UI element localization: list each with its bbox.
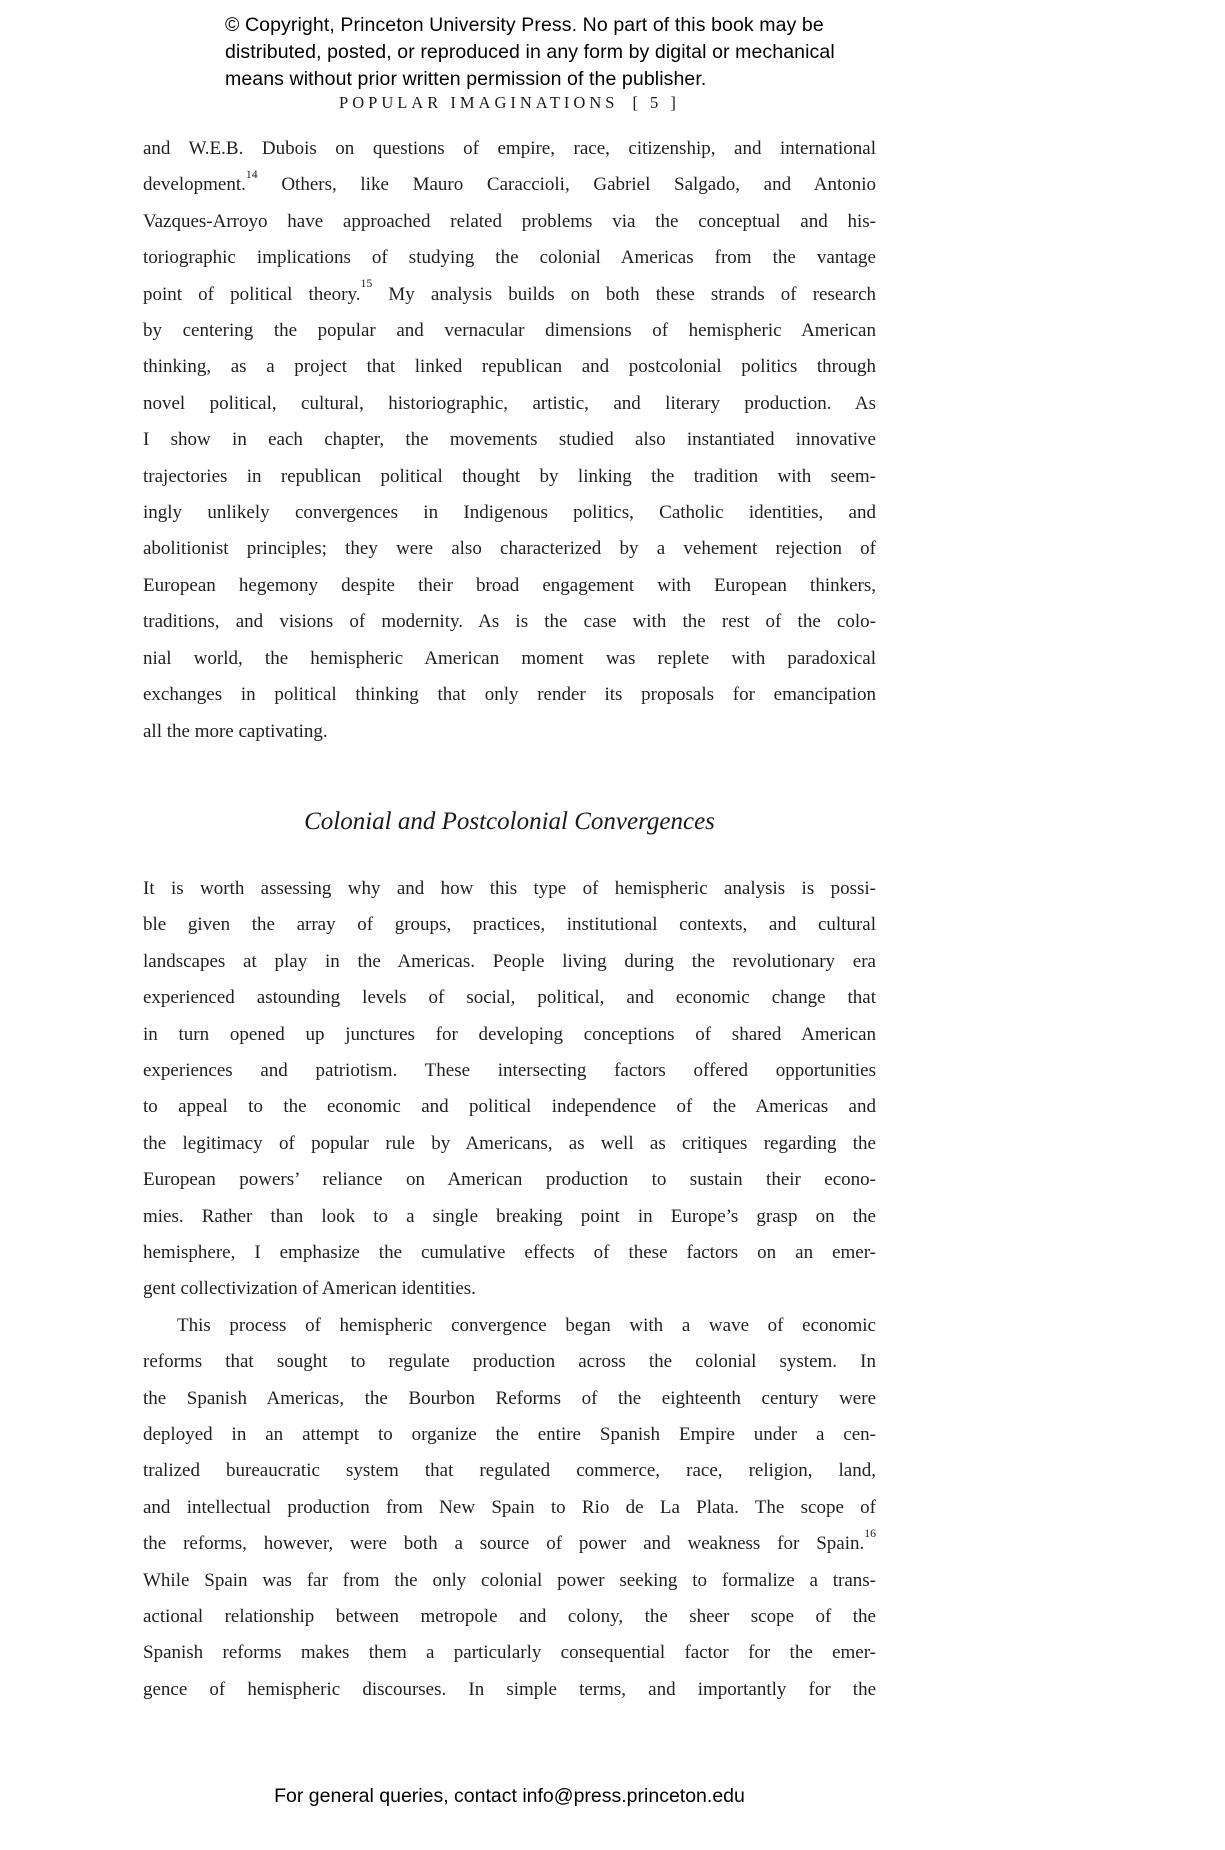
footer-queries-note: For general queries, contact info@press.princeton.edu xyxy=(274,1785,745,1807)
paragraph xyxy=(143,871,876,1308)
text-line: traditions, and visions of modernity. As is the case with the rest of the colo- xyxy=(143,611,876,633)
text-line: development.$^{14}$ Others, like Mauro Caraccioli, Gabriel Salgado, and Antonio xyxy=(143,167,876,196)
footnote-marker: 16 xyxy=(864,1526,876,1540)
paragraph xyxy=(143,131,876,750)
text-line: gence of hemispheric discourses. In simple terms, and importantly for the xyxy=(143,1678,876,1700)
section-heading: Colonial and Postcolonial Convergences xyxy=(304,807,715,835)
running-head xyxy=(143,93,876,113)
text-line: mies. Rather than look to a single breaking point in Europe’s grasp on the xyxy=(143,1205,876,1227)
footnote-marker: 15 xyxy=(360,277,373,290)
text-line: Spanish reforms makes them a particularly consequential factor for the emer- xyxy=(143,1642,876,1664)
text-line: and W.E.B. Dubois on questions of empire, race, citizenship, and international xyxy=(143,138,876,159)
paragraph xyxy=(143,1308,876,1708)
copyright-notice xyxy=(225,12,835,93)
text-line: experiences and patriotism. These intersecting factors offered opportunities xyxy=(143,1059,876,1081)
text-line: thinking, as a project that linked republican and postcolonial politics through xyxy=(143,356,876,378)
text-line: gent collectivization of American identities. xyxy=(143,1278,476,1300)
text-line: While Spain was far from the only colonial power seeking to formalize a trans- xyxy=(143,1569,876,1591)
text-line: ingly unlikely convergences in Indigenous politics, Catholic identities, and xyxy=(143,502,876,524)
text-line: in turn opened up junctures for developing conceptions of shared American xyxy=(143,1023,876,1045)
text-line: European hegemony despite their broad engagement with European thinkers, xyxy=(143,574,876,596)
text-line: trajectories in republican political thought by linking the tradition with seem- xyxy=(143,465,876,487)
text-line: by centering the popular and vernacular dimensions of hemispheric American xyxy=(143,320,876,342)
text-line: point of political theory.$^{15}$ My analysis builds on both these strands of research xyxy=(143,277,877,305)
text-line: exchanges in political thinking that only render its proposals for emancipation xyxy=(143,684,876,706)
page-body xyxy=(143,131,876,1708)
text-line: nial world, the hemispheric American moment was replete with paradoxical xyxy=(143,647,876,669)
text-line: to appeal to the economic and political independence of the Americas and xyxy=(143,1096,876,1118)
text-line: the Spanish Americas, the Bourbon Reforms of the eighteenth century were xyxy=(143,1387,876,1409)
text-line: This process of hemispheric convergence began with a wave of economic xyxy=(177,1314,876,1336)
text-line: landscapes at play in the Americas. People living during the revolutionary era xyxy=(143,950,876,972)
text-line: abolitionist principles; they were also characterized by a vehement rejection of xyxy=(143,538,876,560)
text-line: ble given the array of groups, practices, institutional contexts, and cultural xyxy=(143,914,876,936)
copyright-line-2: distributed, posted, or reproduced in any form by digital or mechanical xyxy=(225,41,835,63)
text-line: all the more captivating. xyxy=(143,720,328,742)
text-line: I show in each chapter, the movements studied also instantiated innovative xyxy=(143,429,876,451)
text-line: Vazques-Arroyo have approached related problems via the conceptual and his- xyxy=(143,210,876,232)
text-line: It is worth assessing why and how this type of hemispheric analysis is possi- xyxy=(143,877,876,899)
text-line: tralized bureaucratic system that regulated commerce, race, religion, land, xyxy=(143,1460,876,1482)
text-line: and intellectual production from New Spain to Rio de La Plata. The scope of xyxy=(143,1496,876,1518)
running-head-title: POPULAR IMAGINATIONS xyxy=(339,93,619,112)
text-line: the legitimacy of popular rule by Americans, as well as critiques regarding the xyxy=(143,1132,876,1154)
copyright-line-1: © Copyright, Princeton University Press. No part of this book may be xyxy=(225,14,824,36)
text-line: experienced astounding levels of social, political, and economic change that xyxy=(143,987,876,1009)
text-line: the reforms, however, were both a source of power and weakness for Spain.$^{16}$ xyxy=(143,1526,876,1555)
text-line: European powers’ reliance on American production to sustain their econo- xyxy=(143,1169,876,1191)
page-number-folio: [ 5 ] xyxy=(632,93,680,112)
footnote-marker: 14 xyxy=(245,167,258,181)
text-line: reforms that sought to regulate production across the colonial system. In xyxy=(143,1351,876,1373)
copyright-line-3: means without prior written permission of the publisher. xyxy=(225,68,707,90)
text-line: toriographic implications of studying the colonial Americas from the vantage xyxy=(143,247,876,269)
text-line: actional relationship between metropole and colony, the sheer scope of the xyxy=(143,1606,876,1628)
text-line: hemisphere, I emphasize the cumulative effects of these factors on an emer- xyxy=(143,1241,876,1263)
text-line: novel political, cultural, historiographic, artistic, and literary production. As xyxy=(143,392,876,414)
text-line: deployed in an attempt to organize the entire Spanish Empire under a cen- xyxy=(143,1424,876,1445)
